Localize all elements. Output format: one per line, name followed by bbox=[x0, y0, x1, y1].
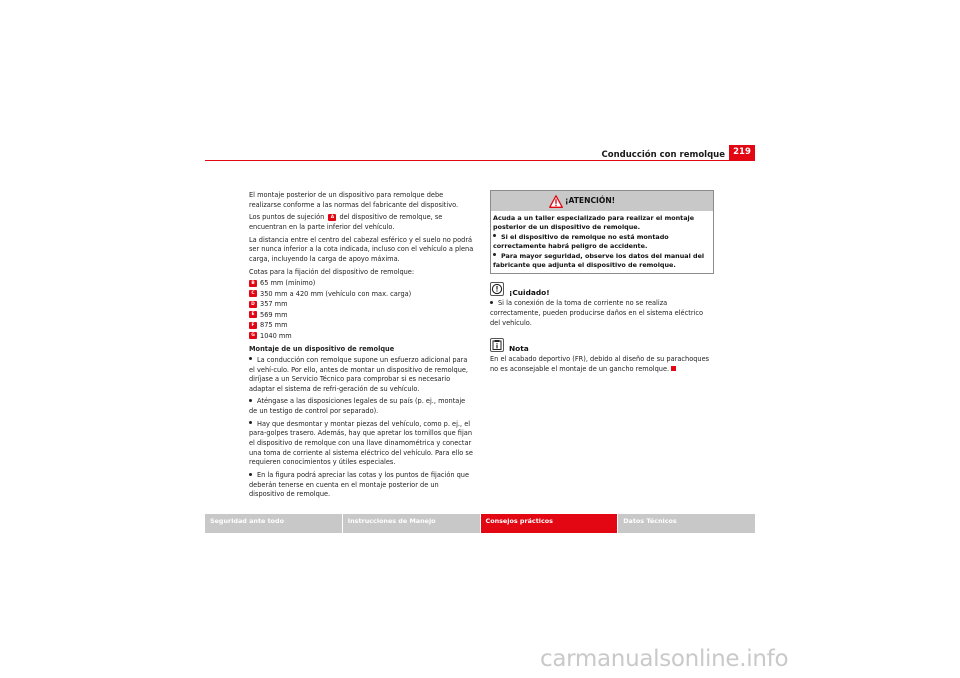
figure-label-badge: G bbox=[249, 332, 257, 339]
bullet-icon bbox=[249, 357, 252, 360]
note-info-icon bbox=[490, 338, 504, 352]
bullet-text: Hay que desmontar y montar piezas del vehículo, como p. ej., el para-golpes trasero. Además, hay que apretar los tornillos que fijan el dispositivo de remolque con una llave dinamométrica y conectar una toma de corriente al sistema eléctrico del vehículo. Para ello se requieren conocimientos y útiles especiales. bbox=[249, 419, 473, 467]
figure-label-badge: E bbox=[249, 311, 257, 318]
tab-consejos[interactable]: Consejos prácticos bbox=[481, 514, 618, 533]
dimension-item bbox=[249, 299, 474, 310]
caution-header bbox=[490, 282, 714, 298]
page-number: 219 bbox=[729, 145, 755, 160]
paragraph-text: Los puntos de sujeción bbox=[249, 213, 325, 222]
bullet-text: La conducción con remolque supone un esfuerzo adicional para el vehí-culo. Por ello, antes de montar un dispositivo de remolque, diríjase a un Servicio Técnico para comprobar si es necesario adaptar el sistema de refri-geración de su vehículo. bbox=[249, 355, 469, 393]
bullet-item bbox=[493, 252, 711, 271]
bullet-text: Aténgase a las disposiciones legales de su país (p. ej., montaje de un testigo de control por separado). bbox=[249, 397, 466, 416]
bullet-item bbox=[493, 233, 711, 252]
warning-title: ¡ATENCIÓN! bbox=[565, 196, 616, 205]
paragraph bbox=[249, 213, 474, 232]
dimension-value: 350 mm a 420 mm (vehículo con max. carga) bbox=[260, 289, 412, 298]
right-column bbox=[490, 190, 714, 378]
tab-datos-tecnicos[interactable]: Datos Técnicos bbox=[618, 514, 755, 533]
bullet-item bbox=[490, 299, 714, 328]
dimension-item bbox=[249, 320, 474, 331]
bullet-item bbox=[249, 356, 474, 394]
warning-box bbox=[490, 190, 714, 274]
figure-label-badge: C bbox=[249, 290, 257, 297]
dimension-value: 357 mm bbox=[260, 300, 288, 309]
dimension-item bbox=[249, 289, 474, 300]
paragraph-text: del dispositivo de remolque, se encuentran en la parte inferior del vehículo. bbox=[249, 213, 443, 231]
warning-text: Acuda a un taller especializado para realizar el montaje posterior de un dispositivo de remolque. bbox=[493, 214, 695, 232]
dimension-value: 875 mm bbox=[260, 321, 288, 330]
bullet-text: Si el dispositivo de remolque no está montado correctamente habrá peligro de accidente. bbox=[493, 232, 669, 251]
dimension-list bbox=[249, 278, 474, 341]
note-header bbox=[490, 338, 714, 354]
bullet-icon bbox=[249, 421, 252, 424]
warning-triangle-icon bbox=[549, 195, 563, 208]
warning-header bbox=[491, 191, 713, 211]
bullet-icon bbox=[493, 234, 496, 237]
dimension-item bbox=[249, 278, 474, 289]
tab-seguridad[interactable]: Seguridad ante todo bbox=[205, 514, 342, 533]
note-body: En el acabado deportivo (FR), debido al diseño de su parachoques no es aconsejable el montaje de un gancho remolque. bbox=[490, 355, 710, 373]
warning-body bbox=[491, 211, 713, 273]
header-divider bbox=[205, 160, 755, 161]
dimension-value: 65 mm (mínimo) bbox=[260, 279, 316, 288]
bullet-item bbox=[249, 397, 474, 416]
bullet-text: Si la conexión de la toma de corriente no se realiza correctamente, pueden producirse daños en el sistema eléctrico del vehículo. bbox=[490, 299, 704, 327]
figure-label-badge: D bbox=[249, 301, 257, 308]
watermark: carmanualsonline.info bbox=[540, 646, 789, 672]
note-text bbox=[490, 355, 714, 374]
bullet-icon bbox=[249, 399, 252, 402]
bullet-item bbox=[249, 420, 474, 468]
left-column bbox=[249, 191, 474, 503]
bullet-icon bbox=[490, 301, 493, 304]
page-title: Conducción con remolque bbox=[601, 150, 725, 160]
figure-label-badge: F bbox=[249, 322, 257, 329]
bullet-text: En la figura podrá apreciar las cotas y los puntos de fijación que deberán tenerse en cuenta en el montaje posterior de un dispositivo de remolque. bbox=[249, 471, 470, 499]
bullet-icon bbox=[493, 253, 496, 256]
dimension-item bbox=[249, 331, 474, 342]
bullet-icon bbox=[249, 473, 252, 476]
footer-nav bbox=[205, 514, 755, 533]
end-of-section-marker bbox=[671, 366, 676, 371]
figure-label-badge: A bbox=[328, 214, 336, 221]
paragraph: La distancia entre el centro del cabezal esférico y el suelo no podrá ser nunca inferior a la cota indicada, incluso con el vehículo a plena carga, incluyendo la carga de apoyo máxima. bbox=[249, 235, 474, 263]
paragraph: Cotas para la fijación del dispositivo de remolque: bbox=[249, 267, 415, 276]
dimension-item bbox=[249, 310, 474, 321]
dimension-value: 569 mm bbox=[260, 310, 288, 319]
bullet-item bbox=[249, 471, 474, 500]
bullet-text: Para mayor seguridad, observe los datos del manual del fabricante que adjunta el dispositivo de remolque. bbox=[493, 251, 705, 270]
paragraph: El montaje posterior de un dispositivo para remolque debe realizarse conforme a las normas del fabricante del dispositivo. bbox=[249, 191, 459, 209]
dimension-value: 1040 mm bbox=[260, 331, 292, 340]
caution-title: ¡Cuidado! bbox=[509, 288, 550, 298]
tab-instrucciones[interactable]: Instrucciones de Manejo bbox=[343, 514, 480, 533]
note-title: Nota bbox=[509, 344, 529, 354]
caution-icon bbox=[490, 282, 504, 296]
section-heading: Montaje de un dispositivo de remolque bbox=[249, 345, 395, 354]
figure-label-badge: B bbox=[249, 280, 257, 287]
